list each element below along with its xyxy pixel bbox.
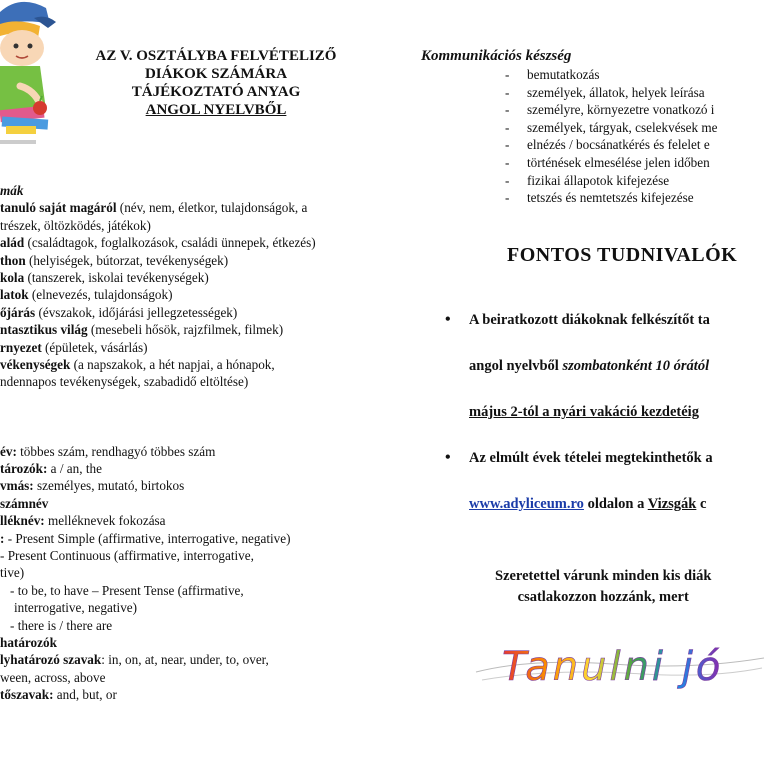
item-bold: alád xyxy=(0,235,25,251)
item-bold: latok xyxy=(0,287,29,303)
item-bold: vmás: xyxy=(0,478,34,494)
topics-list xyxy=(0,199,316,390)
item-text: (évszakok, időjárási jellegzetességek) xyxy=(35,304,238,320)
item-text: : in, on, at, near, under, to, over, xyxy=(101,652,269,668)
item-text: személyes, mutató, birtokos xyxy=(33,478,185,494)
list-item xyxy=(0,599,316,616)
important-info-heading: FONTOS TUDNIVALÓK xyxy=(507,244,738,266)
communication-item: - személyre, környezetre vonatkozó i xyxy=(527,101,718,119)
list-item xyxy=(0,651,316,668)
item-text: (családtagok, foglalkozások, családi ünnepek, étkezés) xyxy=(24,235,316,251)
list-item xyxy=(0,339,316,356)
communication-item: - fizikai állapotok kifejezése xyxy=(527,172,718,190)
item-bold: őjárás xyxy=(0,304,36,320)
list-item xyxy=(0,373,316,390)
item-bold: év: xyxy=(0,443,17,459)
list-item xyxy=(0,460,316,477)
item-bold: kola xyxy=(0,269,25,285)
item-text: (mesebeli hősök, rajzfilmek, filmek) xyxy=(87,322,284,338)
item-bold: vékenységek xyxy=(0,356,71,372)
note-2-end: c xyxy=(696,496,707,512)
item-bold: rnyezet xyxy=(0,339,42,355)
list-item xyxy=(0,669,316,686)
item-bold: thon xyxy=(0,252,26,268)
item-text: - there is / there are xyxy=(10,617,113,633)
item-text: melléknevek fokozása xyxy=(44,513,166,529)
item-text: interrogative, negative) xyxy=(14,600,138,616)
item-text: (név, nem, életkor, tulajdonságok, a xyxy=(116,200,308,216)
item-text: a / an, the xyxy=(47,461,102,477)
note-item xyxy=(445,312,713,358)
website-link[interactable]: www.adyliceum.ro xyxy=(469,496,584,512)
list-item xyxy=(0,512,316,529)
item-text: - to be, to have – Present Tense (affirmative, xyxy=(10,582,244,598)
note-item xyxy=(445,496,713,542)
important-notes xyxy=(445,312,713,542)
list-item xyxy=(0,217,316,234)
title-line-1: AZ V. OSZTÁLYBA FELVÉTELIZŐ xyxy=(95,48,337,64)
list-item xyxy=(0,269,316,286)
note-1-line-3: május 2-tól a nyári vakáció kezdetéig xyxy=(469,404,699,420)
communication-item: - bemutatkozás xyxy=(527,66,718,84)
item-text: ndennapos tevékenységek, szabadidő eltöltése) xyxy=(0,374,249,390)
list-item xyxy=(0,443,316,460)
list-item xyxy=(0,564,316,581)
note-2-line-1: Az elmúlt évek tételei megtekinthetők a xyxy=(469,450,713,466)
list-item xyxy=(0,477,316,494)
list-item xyxy=(0,582,316,599)
note-2-mid: oldalon a xyxy=(583,496,648,512)
communication-heading: Kommunikációs készség xyxy=(421,48,572,64)
list-item xyxy=(0,286,316,303)
list-item xyxy=(0,234,316,251)
exams-section-link[interactable]: Vizsgák xyxy=(647,496,697,512)
rainbow-lettering-logo xyxy=(472,628,768,713)
communication-item: - elnézés / bocsánatkérés és felelet e xyxy=(527,136,718,154)
communication-item: - személyek, tárgyak, cselekvések me xyxy=(527,119,718,137)
title-line-4: ANGOL NYELVBŐL xyxy=(145,102,287,118)
rainbow-text: Tanulni jó xyxy=(502,644,724,690)
list-item xyxy=(0,547,316,564)
item-text: (helyiségek, bútorzat, tevékenységek) xyxy=(25,252,229,268)
item-text: (épületek, vásárlás) xyxy=(41,339,148,355)
item-text: (a napszakok, a hét napjai, a hónapok, xyxy=(70,356,275,372)
item-bold: tanuló saját magáról xyxy=(0,200,117,216)
bullet-icon: • xyxy=(445,311,451,328)
list-item xyxy=(0,321,316,338)
item-bold: lléknév: xyxy=(0,513,45,529)
communication-item: - tetszés és nemtetszés kifejezése xyxy=(527,189,718,207)
item-bold: tőszavak: xyxy=(0,687,54,703)
item-text: (tanszerek, iskolai tevékenységek) xyxy=(24,269,209,285)
note-1-line-2a: angol nyelvből xyxy=(469,358,563,374)
note-1-line-1: A beiratkozott diákoknak felkészítőt ta xyxy=(469,312,710,328)
item-text: (elnevezés, tulajdonságok) xyxy=(28,287,173,303)
bullet-icon: • xyxy=(445,449,451,466)
item-text: - Present Simple (affirmative, interrogative, negative) xyxy=(4,530,291,546)
communication-item: - történések elmesélése jelen időben xyxy=(527,154,718,172)
item-text: ween, across, above xyxy=(0,669,106,685)
grammar-list xyxy=(0,443,316,704)
note-item xyxy=(445,450,713,496)
left-column xyxy=(0,182,316,704)
list-item xyxy=(0,252,316,269)
note-item xyxy=(445,358,713,404)
list-item xyxy=(0,495,316,512)
note-1-schedule: szombatonként 10 órától xyxy=(562,358,710,374)
list-item xyxy=(0,199,316,216)
closing-text xyxy=(495,566,711,608)
item-bold: ntasztikus világ xyxy=(0,322,88,338)
list-item xyxy=(0,617,316,634)
document-title xyxy=(40,47,392,119)
communication-item: - személyek, állatok, helyek leírása xyxy=(527,84,718,102)
item-text: többes szám, rendhagyó többes szám xyxy=(16,443,216,459)
item-text: and, but, or xyxy=(53,687,117,703)
list-item xyxy=(0,686,316,703)
item-text: - Present Continuous (affirmative, interrogative, xyxy=(0,548,254,564)
list-item xyxy=(0,634,316,651)
item-bold: lyhatározó szavak xyxy=(0,652,102,668)
title-line-2: DIÁKOK SZÁMÁRA xyxy=(144,66,288,82)
item-bold: számnév xyxy=(0,495,49,511)
note-item xyxy=(445,404,713,450)
communication-list xyxy=(527,66,718,207)
title-line-3: TÁJÉKOZTATÓ ANYAG xyxy=(131,84,301,100)
list-item xyxy=(0,356,316,373)
list-item xyxy=(0,530,316,547)
item-text: tive) xyxy=(0,565,25,581)
item-bold: tározók: xyxy=(0,461,48,477)
topics-heading: mák xyxy=(0,183,24,198)
closing-line-2: csatlakozzon hozzánk, mert xyxy=(517,589,689,605)
closing-line-1: Szeretettel várunk minden kis diák xyxy=(495,568,712,584)
item-bold: határozók xyxy=(0,634,57,650)
list-item xyxy=(0,304,316,321)
item-text: trészek, öltözködés, játékok) xyxy=(0,217,151,233)
item-bold: : xyxy=(0,530,5,546)
